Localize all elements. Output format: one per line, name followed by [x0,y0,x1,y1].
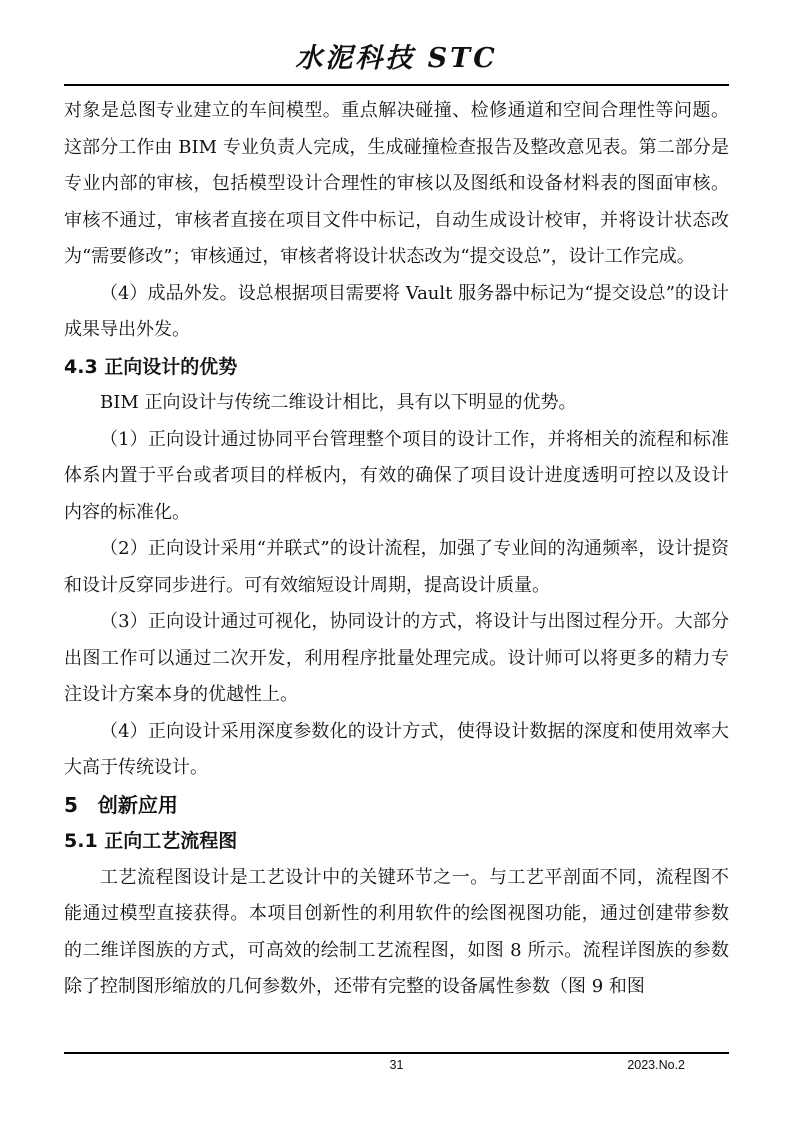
paragraph-review-process: 对象是总图专业建立的车间模型。重点解决碰撞、检修通道和空间合理性等问题。这部分工作由 BIM 专业负责人完成，生成碰撞检查报告及整改意见表。第二部分是专业内部的审核，包括模型设计合理性的审核以及图纸和设备材料表的图面审核。审核不通过，审核者直接在项目文件中标记，自动生成设计校审，并将设计状态改为“需要修改”；审核通过，审核者将设计状态改为“提交设总”，设计工作完成。 [64,100,729,267]
page-number: 31 [389,1058,404,1072]
heading-4-3-forward-design-advantages: 4.3 正向设计的优势 [64,355,238,378]
paragraph-advantage-1: （1）正向设计通过协同平台管理整个项目的设计工作，并将相关的流程和标准体系内置于平台或者项目的样板内，有效的确保了项目设计进度透明可控以及设计内容的标准化。 [64,428,729,523]
paragraph-advantage-3: （3）正向设计通过可视化，协同设计的方式，将设计与出图过程分开。大部分出图工作可以通过二次开发，利用程序批量处理完成。设计师可以将更多的精力专注设计方案本身的优越性上。 [64,611,729,705]
document-body [64,93,729,1006]
journal-title: 水泥科技 STC [295,43,498,74]
paragraph-bim-vs-2d: BIM 正向设计与传统二维设计相比，具有以下明显的优势。 [100,392,577,413]
header-rule [64,84,729,86]
paragraph-process-flow-diagram: 工艺流程图设计是工艺设计中的关键环节之一。与工艺平剖面不同，流程图不能通过模型直接获得。本项目创新性的利用软件的绘图视图功能，通过创建带参数的二维详图族的方式，可高效的绘制工艺流程图，如图 8 所示。流程详图族的参数除了控制图形缩放的几何参数外，还带有完整的设备属性参数（图 9 和图 [64,866,729,997]
paragraph-advantage-4: （4）正向设计采用深度参数化的设计方式，使得设计数据的深度和使用效率大大高于传统设计。 [64,720,729,778]
heading-5-innovative-application: 5 创新应用 [64,792,178,817]
paragraph-advantage-2: （2）正向设计采用“并联式”的设计流程，加强了专业间的沟通频率，设计提资和设计反穿同步进行。可有效缩短设计周期，提高设计质量。 [64,538,729,596]
issue-number: 2023.No.2 [627,1058,685,1072]
paragraph-deliverable-export: （4）成品外发。设总根据项目需要将 Vault 服务器中标记为“提交设总”的设计成果导出外发。 [64,282,729,340]
page-header [64,42,729,76]
heading-5-1-process-flow-diagram: 5.1 正向工艺流程图 [64,830,238,852]
footer-rule [64,1052,729,1054]
